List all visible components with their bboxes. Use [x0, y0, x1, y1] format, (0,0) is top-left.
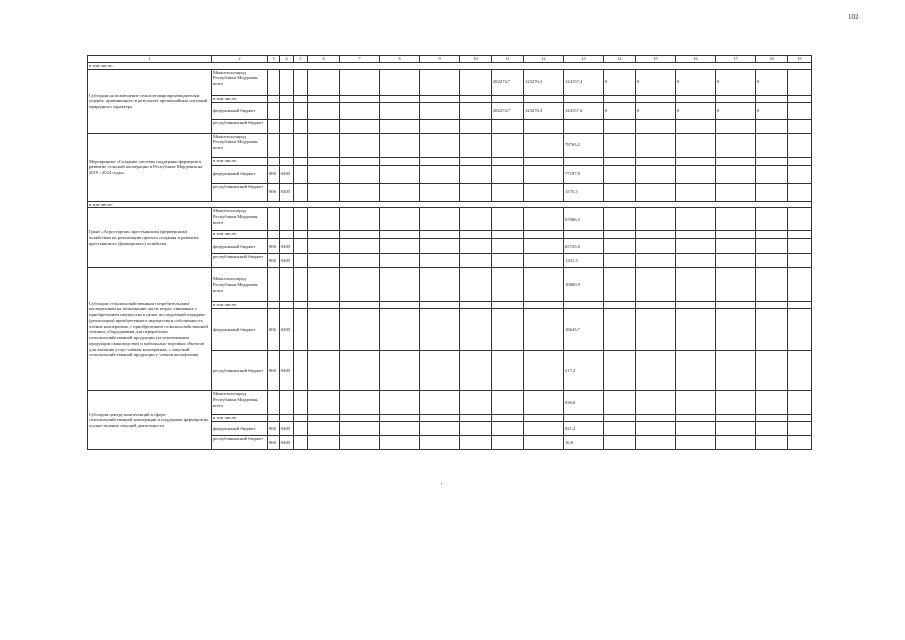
- col-header: 14: [604, 56, 636, 63]
- value-cell: 0: [716, 69, 756, 95]
- table-row: [88, 201, 812, 208]
- table-row: [88, 63, 812, 70]
- value-cell: 836,0: [564, 391, 604, 415]
- value-cell: 124157,4: [564, 102, 604, 119]
- source-cell: республиканский бюджет: [212, 183, 268, 201]
- section-code: 0405: [280, 239, 294, 254]
- row-label: в том числе:: [88, 63, 812, 70]
- col-header: 13: [564, 56, 604, 63]
- source-cell: республиканский бюджет: [212, 119, 268, 133]
- header-row: [88, 56, 812, 63]
- value-cell: 821,2: [564, 422, 604, 436]
- value-cell: 123276,3: [524, 102, 564, 119]
- section-code: 0405: [280, 351, 294, 391]
- source-cell: Минсельхозпрод Республики Мордовия, всего: [212, 69, 268, 95]
- section-code: 0405: [280, 165, 294, 183]
- section-code: 0405: [280, 254, 294, 268]
- ministry-code: 806: [268, 165, 280, 183]
- value-cell: 1575,3: [564, 183, 604, 201]
- ministry-code: 806: [268, 254, 280, 268]
- source-cell: в том числе:: [212, 231, 268, 239]
- col-header: 10: [460, 56, 492, 63]
- value-cell: 0: [676, 69, 716, 95]
- row-label: Грант «Агростартап» крестьянским (фермерским) хозяйствам на реализацию проекта создания и развития крестьянского (фермерского) хозяйства: [88, 208, 212, 268]
- row-label: Субсидии сельскохозяйственным потребительским кооперативам на возмещение части затрат, связанных с приобретением имущества в целях последующей передачи (реализации) приобретенного имущества в собственность членов кооператива, с приобретением сельскохозяйственной техники, оборудования для переработки сельскохозяйственной продукции (за исключением продукции свиноводства) и мобильных торговых объектов для оказания услуг членам кооператива, с закупкой сельскохозяйственной продукции у членов кооператива: [88, 268, 212, 391]
- source-cell: республиканский бюджет: [212, 351, 268, 391]
- source-cell: республиканский бюджет: [212, 254, 268, 268]
- col-header: 19: [788, 56, 812, 63]
- source-cell: Минсельхозпрод Республики Мордовия, всего: [212, 391, 268, 415]
- value-cell: 78763,2: [564, 133, 604, 157]
- source-cell: в том числе:: [212, 95, 268, 102]
- col-header: 11: [492, 56, 524, 63]
- source-cell: республиканский бюджет: [212, 436, 268, 450]
- section-code: 0405: [280, 436, 294, 450]
- value-cell: 217,2: [564, 351, 604, 391]
- col-header: 18: [756, 56, 788, 63]
- value-cell: 65725,0: [564, 239, 604, 254]
- col-header: 4: [280, 56, 294, 63]
- value-cell: 1341,3: [564, 254, 604, 268]
- col-header: 7: [340, 56, 380, 63]
- source-cell: федеральный бюджет: [212, 165, 268, 183]
- value-cell: 0: [604, 102, 636, 119]
- value-cell: 282274,7: [492, 69, 524, 95]
- ministry-code: 806: [268, 422, 280, 436]
- col-header: 17: [716, 56, 756, 63]
- table-row: [88, 391, 812, 415]
- value-cell: 0: [716, 102, 756, 119]
- col-header: 16: [676, 56, 716, 63]
- row-label: Субсидии центру компетенций в сфере сельскохозяйственной кооперации и поддержки фермеров на осуществление текущей деятельности: [88, 391, 212, 450]
- col-header: 5: [294, 56, 308, 63]
- section-code: 0405: [280, 183, 294, 201]
- value-cell: 10860,9: [564, 268, 604, 302]
- value-cell: 282274,7: [492, 102, 524, 119]
- value-cell: 16,8: [564, 436, 604, 450]
- table-row: [88, 69, 812, 95]
- value-cell: 0: [756, 102, 788, 119]
- table-row: [88, 208, 812, 231]
- ministry-code: 806: [268, 351, 280, 391]
- ministry-code: 806: [268, 239, 280, 254]
- col-header: 1: [88, 56, 212, 63]
- section-code: 0405: [280, 309, 294, 351]
- section-code: 0405: [280, 422, 294, 436]
- ministry-code: 806: [268, 309, 280, 351]
- value-cell: 77187,9: [564, 165, 604, 183]
- source-cell: федеральный бюджет: [212, 239, 268, 254]
- budget-table: [87, 55, 812, 450]
- table-row: [88, 133, 812, 157]
- value-cell: 123276,3: [524, 69, 564, 95]
- source-cell: федеральный бюджет: [212, 309, 268, 351]
- col-header: 2: [212, 56, 268, 63]
- row-label: Мероприятие «Создание системы поддержки фермеров и развитие сельской кооперации в Республике Мордовия на 2019 - 2024 годы»: [88, 133, 212, 201]
- scan-speck: [441, 483, 442, 484]
- value-cell: 0: [636, 69, 676, 95]
- col-header: 6: [308, 56, 340, 63]
- value-cell: 0: [676, 102, 716, 119]
- source-cell: Минсельхозпрод Республики Мордовия, всего: [212, 133, 268, 157]
- col-header: 8: [380, 56, 420, 63]
- source-cell: Минсельхозпрод Республики Мордовия, всего: [212, 208, 268, 231]
- col-header: 12: [524, 56, 564, 63]
- ministry-code: 806: [268, 183, 280, 201]
- value-cell: 67066,3: [564, 208, 604, 231]
- value-cell: 0: [636, 102, 676, 119]
- col-header: 3: [268, 56, 280, 63]
- table-row: [88, 268, 812, 302]
- source-cell: в том числе:: [212, 415, 268, 422]
- row-label: в том числе:: [88, 201, 812, 208]
- ministry-code: 806: [268, 436, 280, 450]
- source-cell: в том числе:: [212, 157, 268, 165]
- source-cell: федеральный бюджет: [212, 422, 268, 436]
- source-cell: федеральный бюджет: [212, 102, 268, 119]
- value-cell: 0: [604, 69, 636, 95]
- value-cell: 10643,7: [564, 309, 604, 351]
- row-label: Субсидии на возмещение сельхозтоваропроизводителям ущерба, причиненного в результате чрезвычайных ситуаций природного характера: [88, 69, 212, 133]
- page-number: 102: [848, 13, 859, 21]
- source-cell: Минсельхозпрод Республики Мордовия, всего: [212, 268, 268, 302]
- value-cell: 0: [756, 69, 788, 95]
- col-header: 15: [636, 56, 676, 63]
- source-cell: в том числе:: [212, 302, 268, 309]
- value-cell: 124157,4: [564, 69, 604, 95]
- col-header: 9: [420, 56, 460, 63]
